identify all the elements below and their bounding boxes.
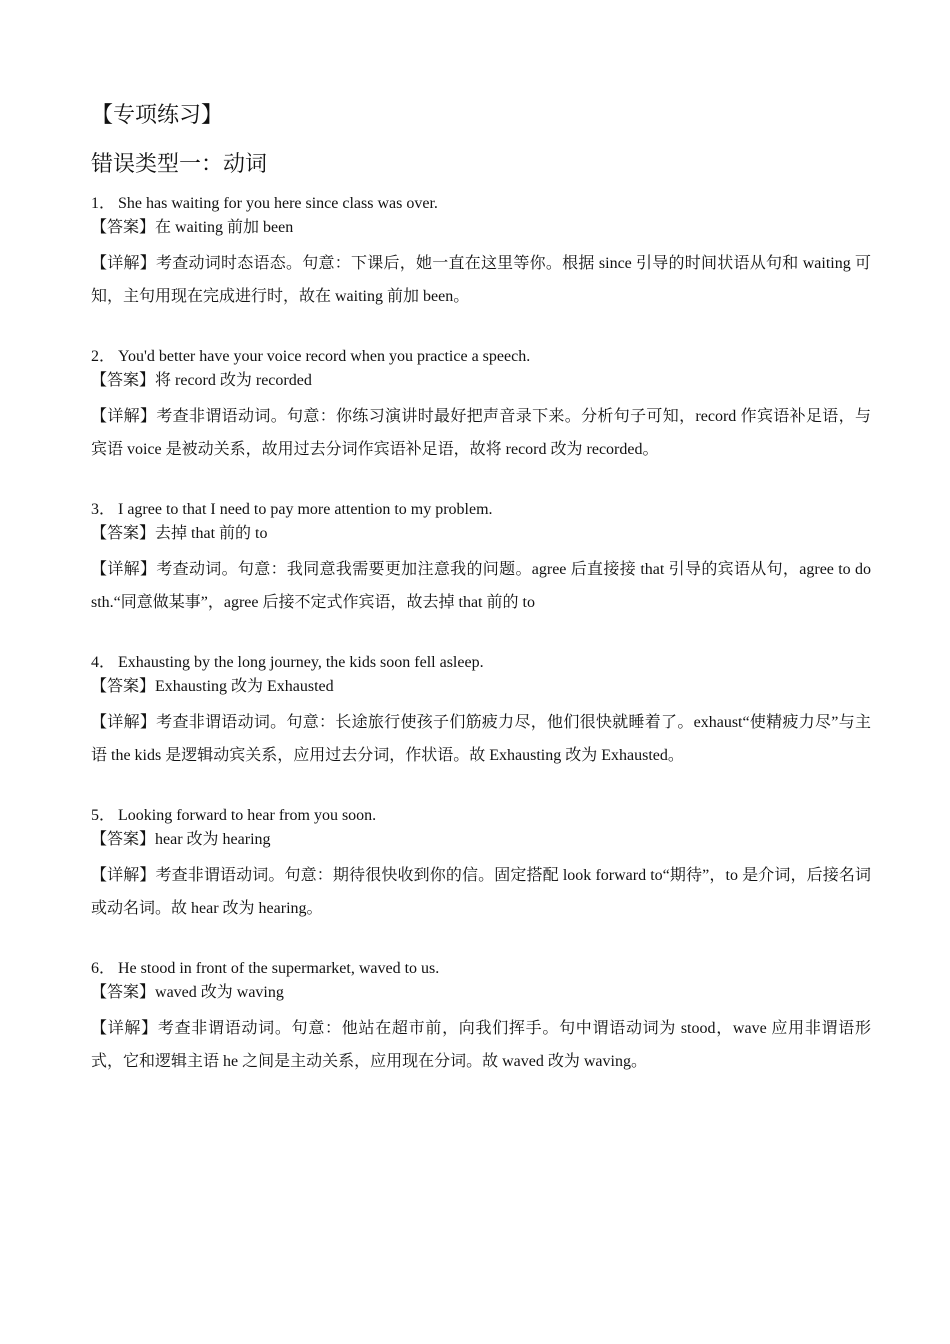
- question-text: She has waiting for you here since class was over.: [118, 195, 438, 212]
- explanation: [91, 553, 871, 619]
- explain-text: 考查非谓语动词。句意：期待很快收到你的信。固定搭配 look forward to“期待”，to 是介词，后接名词或动名词。故 hear 改为 hearing。: [91, 867, 871, 917]
- explain-label: 【详解】: [91, 255, 156, 272]
- question: [91, 344, 871, 370]
- explain-label: 【详解】: [91, 1020, 158, 1037]
- answer: [91, 523, 871, 545]
- explanation: [91, 247, 871, 313]
- exercise-list: [91, 191, 871, 1109]
- explanation: [91, 1012, 871, 1078]
- question-text: Exhausting by the long journey, the kids soon fell asleep.: [118, 654, 484, 671]
- answer: [91, 370, 871, 392]
- question-number: 3．: [91, 501, 116, 518]
- question-text: Looking forward to hear from you soon.: [118, 807, 377, 824]
- question-text: You'd better have your voice record when you practice a speech.: [118, 348, 531, 365]
- exercise-item: [91, 497, 871, 619]
- explain-label: 【详解】: [91, 561, 157, 578]
- exercise-item: [91, 650, 871, 772]
- answer-label: 【答案】: [91, 678, 156, 695]
- answer: [91, 217, 871, 239]
- question-number: 4．: [91, 654, 116, 671]
- explain-label: 【详解】: [91, 408, 157, 425]
- answer-label: 【答案】: [91, 831, 156, 848]
- answer-text: 将 record 改为 recorded: [155, 372, 312, 389]
- answer: [91, 982, 871, 1004]
- explanation: [91, 400, 871, 466]
- exercise-item: [91, 191, 871, 313]
- answer-text: hear 改为 hearing: [155, 831, 271, 848]
- question: [91, 650, 871, 676]
- exercise-item: [91, 344, 871, 466]
- question: [91, 803, 871, 829]
- explain-label: 【详解】: [91, 867, 156, 884]
- question: [91, 956, 871, 982]
- question: [91, 497, 871, 523]
- exercise-item: [91, 803, 871, 925]
- answer-label: 【答案】: [91, 372, 156, 389]
- explanation: [91, 859, 871, 925]
- answer-text: 在 waiting 前加 been: [155, 219, 294, 236]
- answer-label: 【答案】: [91, 984, 156, 1001]
- answer-label: 【答案】: [91, 219, 156, 236]
- explain-text: 考查非谓语动词。句意：他站在超市前，向我们挥手。句中谓语动词为 stood，wave 应用非谓语形式，它和逻辑主语 he 之间是主动关系，应用现在分词。故 waved 改为 waving。: [91, 1020, 871, 1070]
- question-text: I agree to that I need to pay more attention to my problem.: [118, 501, 493, 518]
- answer: [91, 676, 871, 698]
- answer-label: 【答案】: [91, 525, 156, 542]
- exercise-item: [91, 956, 871, 1078]
- answer-text: waved 改为 waving: [155, 984, 284, 1001]
- explain-text: 考查动词时态语态。句意：下课后，她一直在这里等你。根据 since 引导的时间状语从句和 waiting 可知，主句用现在完成进行时，故在 waiting 前加 been。: [91, 255, 871, 305]
- question-number: 2．: [91, 348, 116, 365]
- question: [91, 191, 871, 217]
- explain-label: 【详解】: [91, 714, 157, 731]
- error-type-title: 错误类型一：动词: [91, 151, 268, 176]
- question-number: 6．: [91, 960, 116, 977]
- explain-text: 考查非谓语动词。句意：长途旅行使孩子们筋疲力尽，他们很快就睡着了。exhaust“使精疲力尽”与主语 the kids 是逻辑动宾关系，应用过去分词，作状语。故 Exhausting 改为 Exhausted。: [91, 714, 871, 764]
- section-title: 【专项练习】: [91, 102, 224, 127]
- explanation: [91, 706, 871, 772]
- answer-text: Exhausting 改为 Exhausted: [155, 678, 334, 695]
- answer: [91, 829, 871, 851]
- question-number: 5．: [91, 807, 116, 824]
- explain-text: 考查动词。句意：我同意我需要更加注意我的问题。agree 后直接接 that 引导的宾语从句，agree to do sth.“同意做某事”，agree 后接不定式作宾语，故去掉 that 前的 to: [91, 561, 871, 611]
- answer-text: 去掉 that 前的 to: [155, 525, 268, 542]
- question-text: He stood in front of the supermarket, waved to us.: [118, 960, 440, 977]
- question-number: 1．: [91, 195, 116, 212]
- explain-text: 考查非谓语动词。句意：你练习演讲时最好把声音录下来。分析句子可知，record 作宾语补足语，与宾语 voice 是被动关系，故用过去分词作宾语补足语，故将 record 改为 recorded。: [91, 408, 871, 458]
